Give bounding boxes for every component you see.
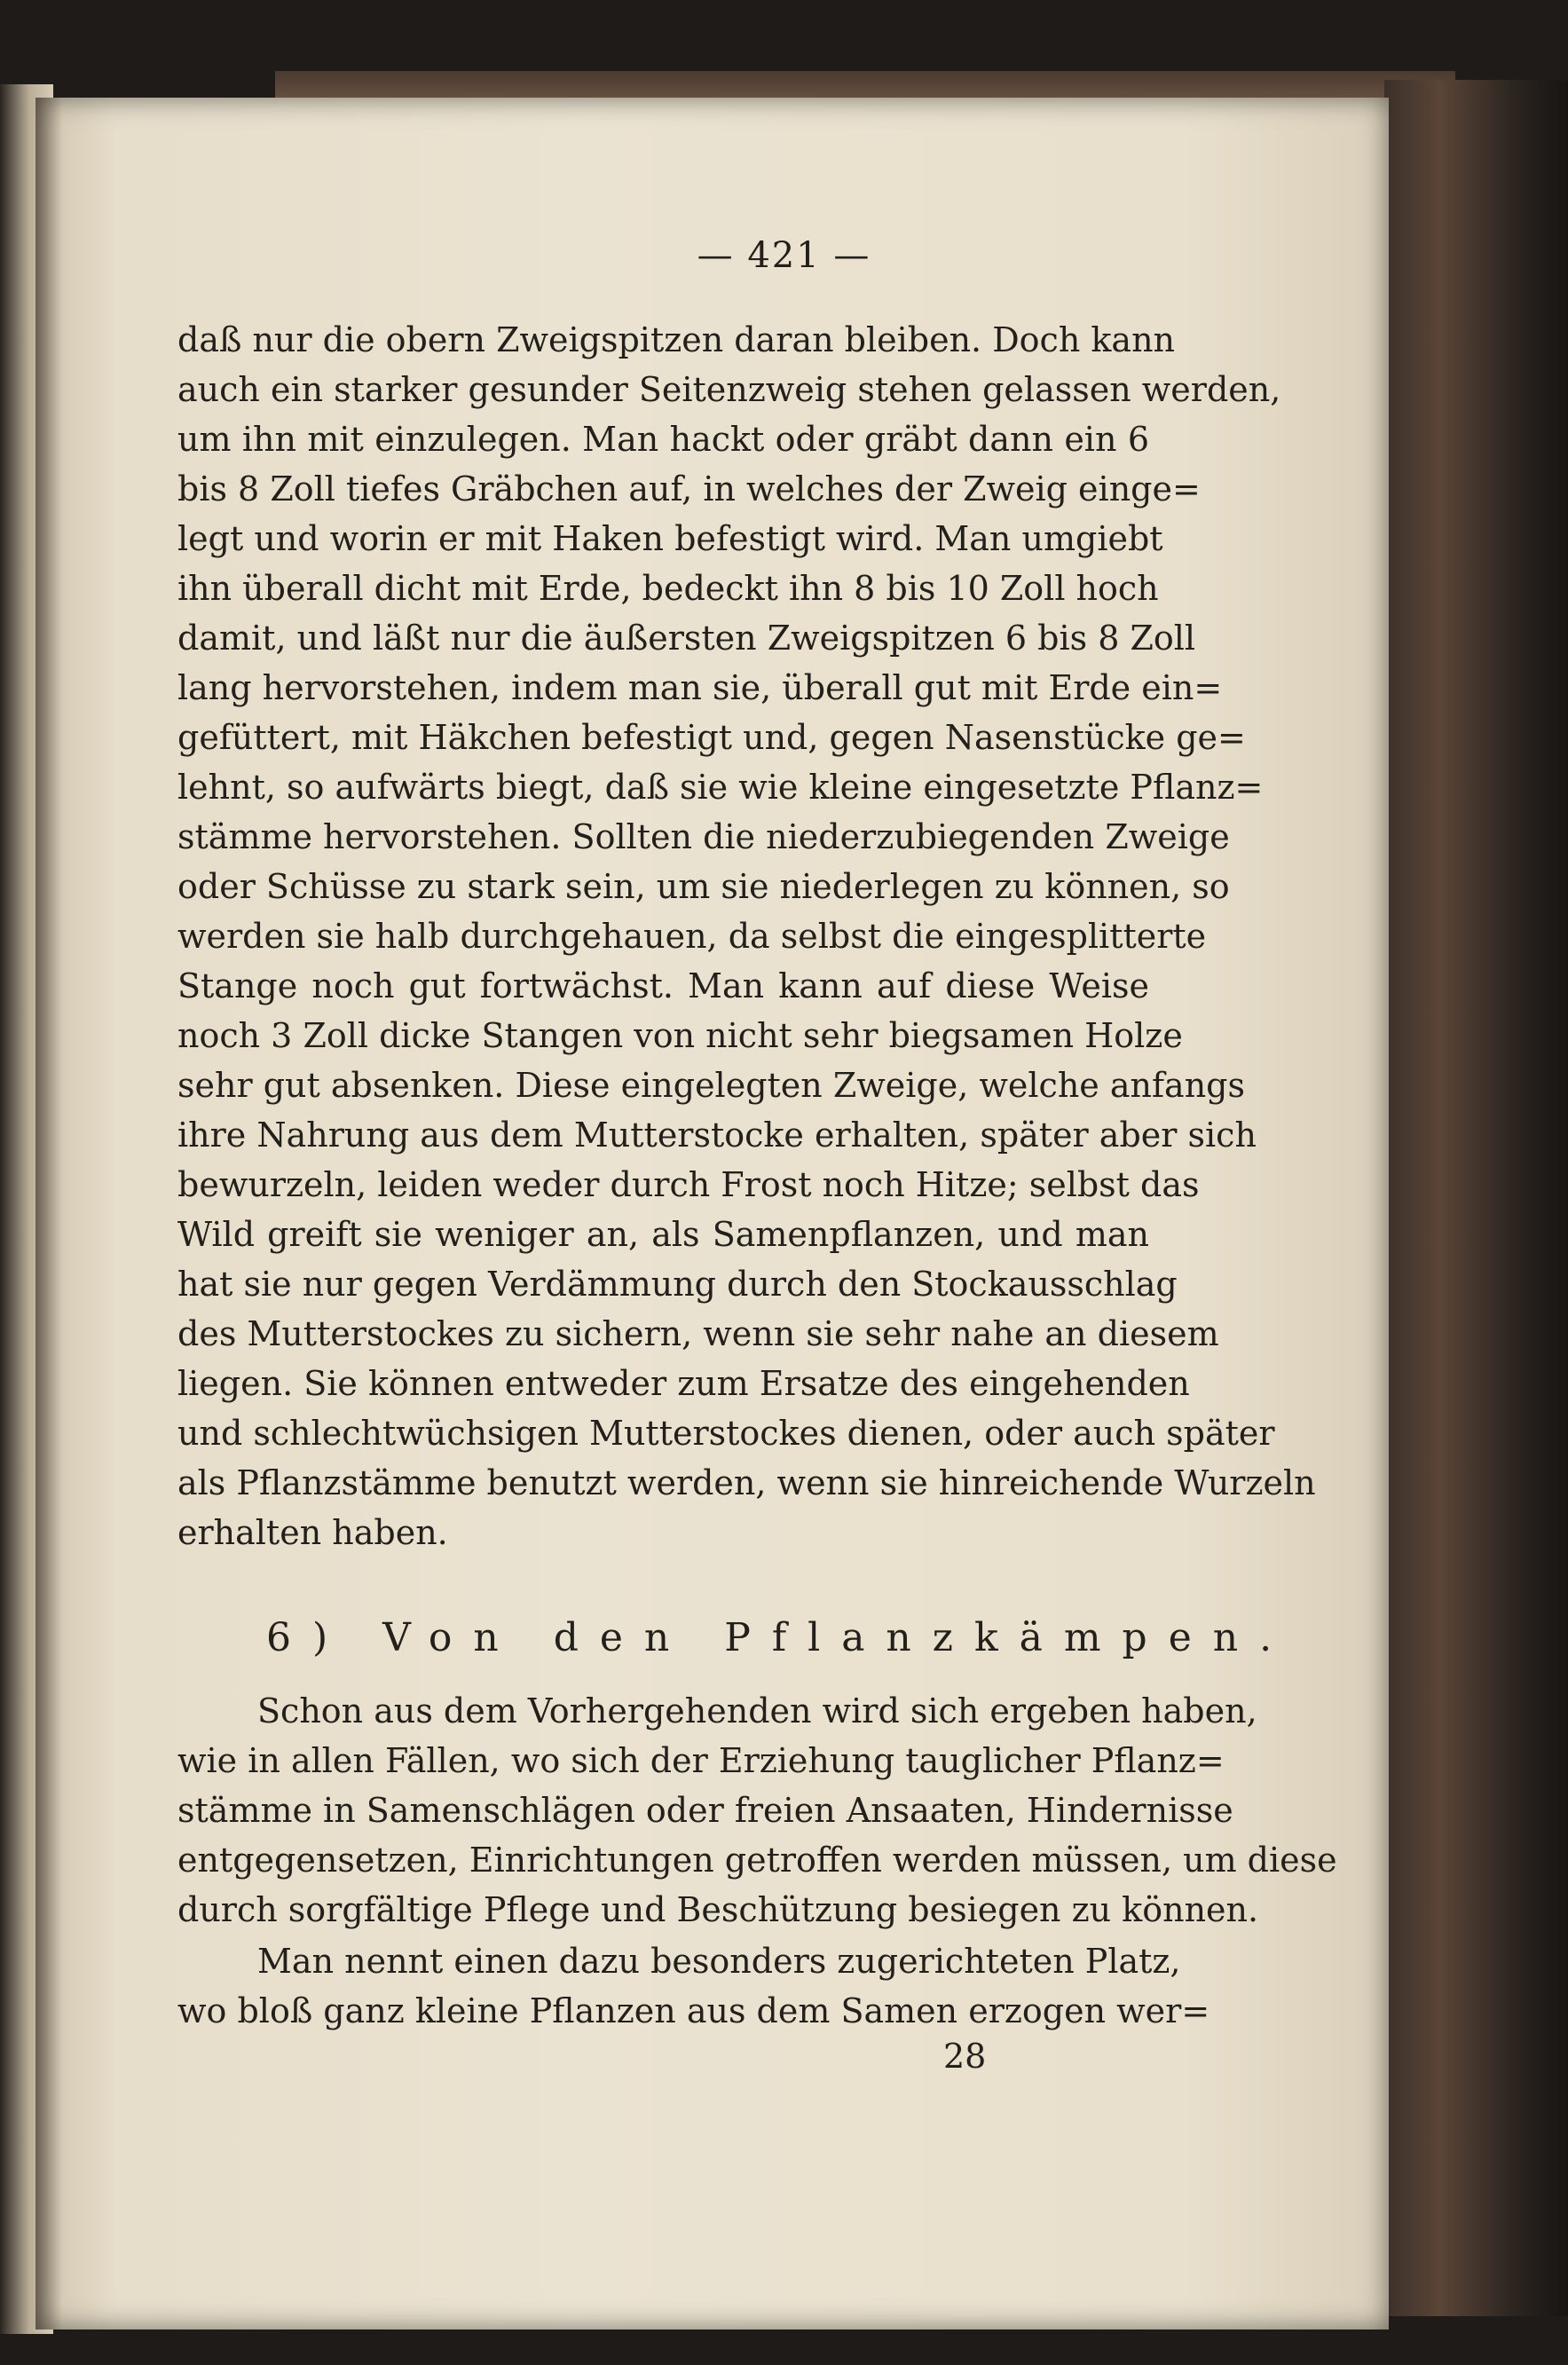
text-line: lang hervorstehen, indem man sie, überall gut mit Erde ein= <box>177 668 1223 707</box>
text-line: bis 8 Zoll tiefes Gräbchen auf, in welches der Zweig einge= <box>177 469 1201 508</box>
text-line: wie in allen Fällen, wo sich der Erziehung tauglicher Pflanz= <box>177 1741 1225 1780</box>
text-line: sehr gut absenken. Diese eingelegten Zweige, welche anfangs <box>177 1066 1246 1105</box>
text-line: daß nur die obern Zweigspitzen daran bleiben. Doch kann <box>177 320 1176 359</box>
text-line: hat sie nur gegen Verdämmung durch den Stockausschlag <box>177 1265 1178 1304</box>
text-line: lehnt, so aufwärts biegt, daß sie wie kleine eingesetzte Pflanz= <box>177 768 1264 807</box>
text-line: damit, und läßt nur die äußersten Zweigspitzen 6 bis 8 Zoll <box>177 619 1196 658</box>
page-header: — 421 — <box>697 235 871 276</box>
text-line: Wild greift sie weniger an, als Samenpflanzen, und man <box>177 1215 1149 1254</box>
text-line: durch sorgfältige Pflege und Beschützung besiegen zu können. <box>177 1890 1259 1929</box>
book-cover-right-edge <box>1384 80 1568 2316</box>
page-gutter-shadow <box>35 98 62 2330</box>
text-line: stämme in Samenschlägen oder freien Ansaaten, Hindernisse <box>177 1791 1233 1830</box>
text-line: Stange noch gut fortwächst. Man kann auf diese Weise <box>177 966 1149 1005</box>
text-line: oder Schüsse zu stark sein, um sie niederlegen zu können, so <box>177 867 1230 906</box>
text-line: gefüttert, mit Häkchen befestigt und, gegen Nasenstücke ge= <box>177 718 1246 757</box>
text-line: entgegensetzen, Einrichtungen getroffen werden müssen, um diese <box>177 1841 1337 1880</box>
text-line: legt und worin er mit Haken befestigt wird. Man umgiebt <box>177 519 1163 558</box>
text-line: bewurzeln, leiden weder durch Frost noch Hitze; selbst das <box>177 1165 1200 1204</box>
text-line: und schlechtwüchsigen Mutterstockes dienen, oder auch später <box>177 1414 1275 1453</box>
text-line: liegen. Sie können entweder zum Ersatze des eingehenden <box>177 1364 1190 1403</box>
text-line: ihre Nahrung aus dem Mutterstocke erhalten, später aber sich <box>177 1115 1257 1155</box>
text-line: Man nennt einen dazu besonders zugerichteten Platz, <box>257 1942 1181 1981</box>
text-line: wo bloß ganz kleine Pflanzen aus dem Samen erzogen wer= <box>177 1991 1210 2030</box>
section-heading: 6) Von den Pflanzkämpen. <box>266 1615 1294 1660</box>
text-line: ihn überall dicht mit Erde, bedeckt ihn 8 bis 10 Zoll hoch <box>177 569 1159 608</box>
text-line: auch ein starker gesunder Seitenzweig stehen gelassen werden, <box>177 370 1281 409</box>
text-line: Schon aus dem Vorhergehenden wird sich ergeben haben, <box>257 1691 1257 1730</box>
text-line: noch 3 Zoll dicke Stangen von nicht sehr biegsamen Holze <box>177 1016 1183 1055</box>
text-line: stämme hervorstehen. Sollten die niederzubiegenden Zweige <box>177 817 1230 856</box>
text-line: werden sie halb durchgehauen, da selbst die eingesplitterte <box>177 917 1207 956</box>
signature-mark: 28 <box>943 2037 987 2076</box>
text-line: des Mutterstockes zu sichern, wenn sie sehr nahe an diesem <box>177 1314 1219 1353</box>
text-line: um ihn mit einzulegen. Man hackt oder gräbt dann ein 6 <box>177 420 1149 459</box>
text-line: erhalten haben. <box>177 1513 448 1552</box>
text-line: als Pflanzstämme benutzt werden, wenn sie hinreichende Wurzeln <box>177 1463 1316 1502</box>
